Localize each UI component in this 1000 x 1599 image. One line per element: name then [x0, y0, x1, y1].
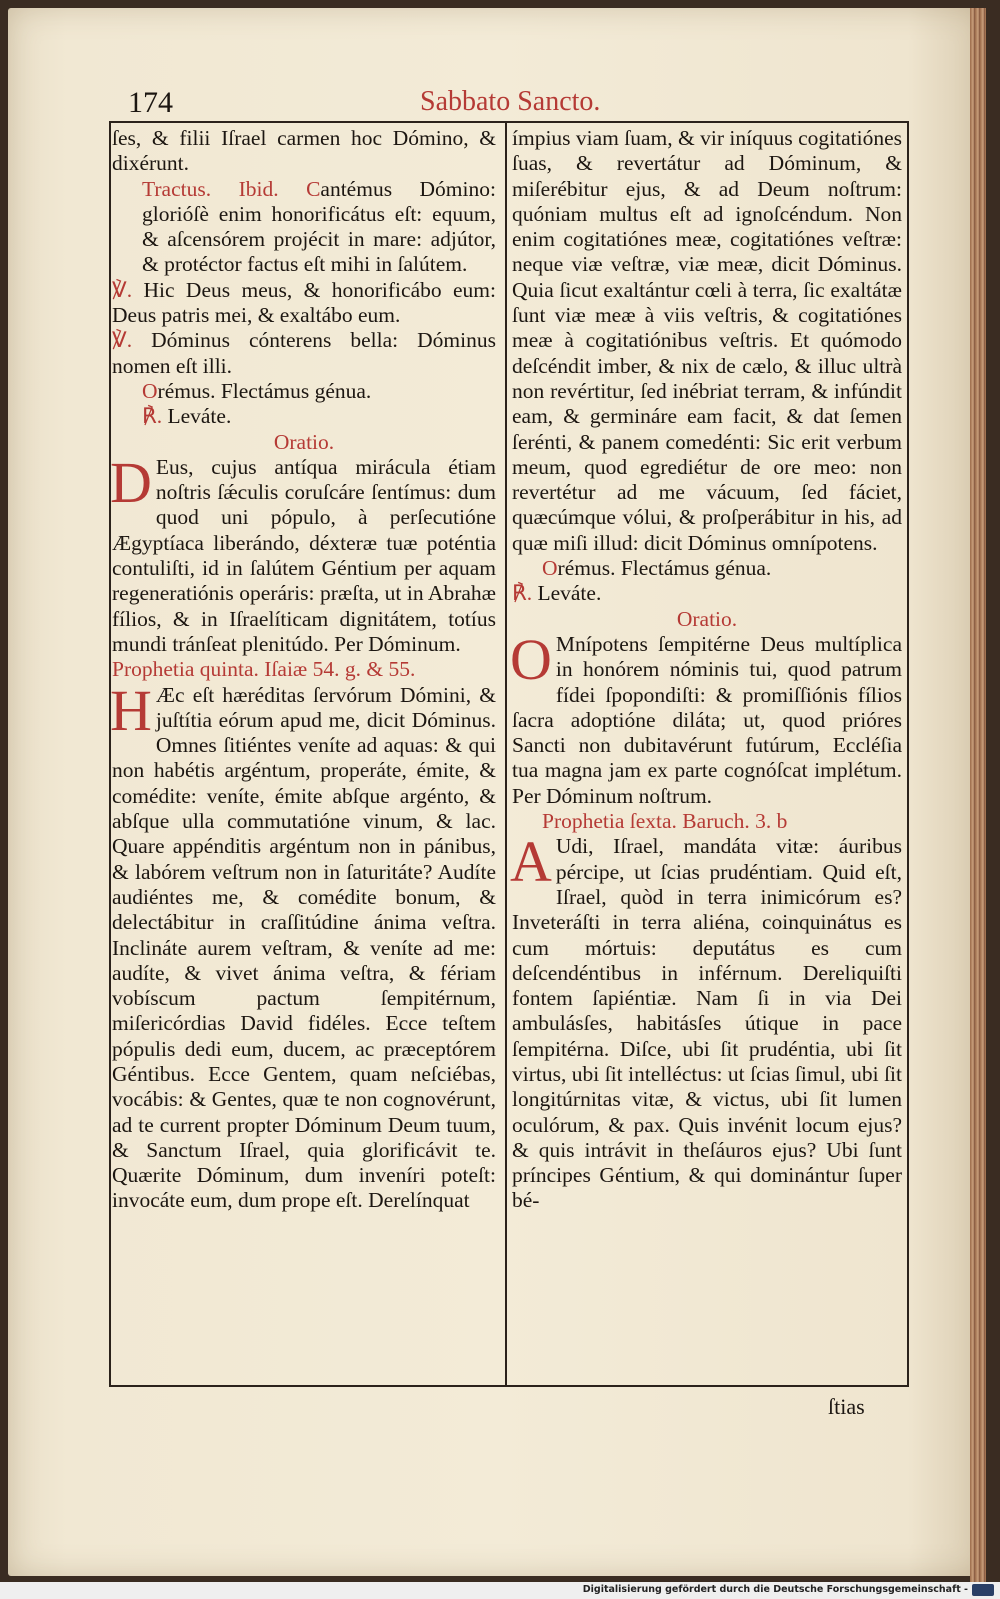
drop-cap: O [510, 626, 552, 692]
versicle-1 [112, 278, 496, 329]
oremus-line [112, 379, 496, 404]
oratio-heading [112, 430, 496, 455]
drop-cap: H [110, 677, 152, 743]
response-sign-icon: ℟. [142, 404, 163, 429]
oratio-paragraph [110, 449, 496, 657]
right-intro-text: ímpius viam ſuam, & vir iníquus cogitatiónes ſuas, & revertátur ad Dóminum, & miſerébitur ejus, & ad Deum noſtrum: quóniam multus eſt ad ignoſcéndum. Non enim cogitatiónes meæ, cogitatiónes veſtræ: neque viæ veſtræ, viæ meæ, dicit Dóminus. Quia ſicut exaltántur cœli à terra, ſic exaltátæ ſunt viæ meæ à viis veſtris, & cogitatiónes meæ à cogitatiónibus veſtris. Et quómodo deſcéndit imber, & nix de cælo, & illuc ultrà non revértitur, ſed inébriat terram, & infúndit eam, & germináre eam facit, & dat ſemen ſerénti, & panem comedénti: Sic erit verbum meum, quod egrediétur de ore meo: non revertétur ad me vácuum, ſed fáciet, quæcúmque vólui, & proſperábitur in his, ad quæ miſi illud: dicit Dóminus omnípotens. [512, 126, 902, 555]
oremus-text: rémus. Flectámus génua. [157, 378, 372, 403]
prophetia-paragraph [510, 829, 902, 1213]
oratio-label: Oratio. [676, 606, 738, 631]
oremus-initial: O [542, 556, 558, 581]
tractus-initial: C [306, 176, 321, 201]
left-intro-text: ſes, & filii Iſrael carmen hoc Dómino, & dixérunt. [112, 126, 496, 176]
versicle-2 [112, 328, 496, 379]
running-title: Sabbato Sancto. [420, 86, 601, 117]
versicle-sign-icon: ℣. [112, 328, 133, 353]
prophetia-label: Prophetia quinta. Iſaiæ 54. g. & 55. [112, 657, 416, 682]
page-number: 174 [128, 86, 173, 119]
footer-credit: Digitalisierung gefördert durch die Deutsche Forschungsgemeinschaft - [582, 1584, 968, 1595]
versicle-sign-icon: ℣. [112, 277, 133, 302]
versicle-2-text: Dóminus cónterens bella: Dóminus nomen eſt illi. [112, 328, 496, 378]
left-column [112, 126, 496, 1214]
page-edge [970, 8, 986, 1588]
versicle-1-text: Hic Deus meus, & honorificábo eum: Deus patris mei, & exaltábo eum. [112, 277, 496, 328]
response-text: Leváte. [537, 581, 602, 606]
right-column [512, 126, 902, 1214]
prophetia-paragraph [110, 677, 496, 1214]
oratio-label: Oratio. [273, 429, 335, 454]
oratio-text: Eus, cujus antíqua mirácula étiam noſtris ſǽculis coruſcáre ſentímus: dum quod uni pópulo, à perſecutióne Ægyptíaca liberándo, déxteræ tuæ poténtia contuliſti, id in ſalútem Géntium per aquam regeneratiónis operáris: præſta, ut in Abrahæ fílios, & in Iſraelíticam dignitátem, totíus mundi tránſeat plenitúdo. Per Dóminum. [112, 454, 496, 656]
tractus-label: Tractus. Ibid. [142, 176, 279, 201]
digitization-footer [0, 1582, 1000, 1599]
oremus-text: rémus. Flectámus génua. [557, 556, 772, 581]
prophetia-heading [112, 657, 496, 682]
oremus-initial: O [142, 378, 158, 403]
catchword: ſtias [828, 1394, 865, 1419]
drop-cap: A [510, 829, 552, 895]
prophetia-heading [512, 809, 902, 834]
response-line [112, 404, 496, 429]
oratio-heading [512, 607, 902, 632]
drop-cap: D [110, 449, 152, 515]
column-divider [505, 121, 507, 1385]
prophetia-text: Udi, Iſrael, mandáta vitæ: áuribus pércipe, ut ſcias prudéntiam. Quid eſt, Iſrael, quòd in terra inimicórum es? Inveteráſti in terra aliéna, coinquinátus es cum mórtuis: deputátus es cum deſcendéntibus in inférnum. Dereliquiſti fontem ſapiéntiæ. Nam ſi in via Dei ambulásſes, habitásſes útique in pace ſempitérna. Diſce, ubi ſit prudéntia, ubi ſit virtus, ubi ſit intelléctus: ut ſcias ſimul, ubi ſit longitúrnitas vitæ, & victus, ubi ſit lumen oculórum, & pax. Quis invénit locum ejus? & quis intrávit in theſáuros ejus? Ubi ſunt príncipes Géntium, & qui dominántur ſuper bé- [512, 834, 902, 1213]
dfg-logo-icon [972, 1584, 994, 1596]
oratio-paragraph [510, 626, 902, 809]
oratio-text: Mnípotens ſempitérne Deus multíplica in honórem nóminis tui, quod patrum fídei ſpopondiſti: & promiſſiónis fílios ſacra adoptióne diláta; ut, quod prióres Sancti non dubitavérunt futúrum, Eccléſia tua magna jam ex parte cognóſcat implétum. Per Dóminum noſtrum. [512, 631, 902, 808]
tractus-text: antémus Dómino: glorióſè enim honorificátus eſt: equum, & aſcensórem projécit in mare: adjútor, & protéctor factus eſt mihi in ſalútem. [142, 176, 496, 277]
oremus-line [512, 556, 902, 581]
prophetia-text: Æc eſt hæréditas ſervórum Dómini, & juſtítia eórum apud me, dicit Dóminus. Omnes ſitiéntes veníte ad aquas: & qui non habétis argéntum, properáte, émite, & comédite: veníte, émite abſque argénto, & abſque ulla commutatióne vinum, & lac. Quare appénditis argéntum non in pánibus, & labórem veſtrum non in ſaturitáte? Audíte audiéntes me, & comédite bonum, & delectábitur in craſſitúdine ánima veſtra. Inclináte aurem veſtram, & veníte ad me: audíte, & vivet ánima veſtra, & fériam vobíscum pactum ſempitérnum, miſericórdias David fidéles. Ecce teſtem pópulis dedi eum, ducem, ac præceptórem Géntibus. Ecce Gentem, quam neſciébas, vocábis: & Gentes, quæ te non cognovérunt, ad te current propter Dóminum Deum tuum, & Sanctum Iſrael, quia glorificávit te. Quærite Dóminum, dum inveníri poteſt: invocáte eum, dum prope eſt. Derelínquat [112, 682, 496, 1213]
response-sign-icon: ℟. [512, 581, 533, 606]
response-text: Leváte. [167, 404, 232, 429]
prophetia-label: Prophetia ſexta. Baruch. 3. b [542, 809, 788, 834]
tractus-paragraph [112, 177, 496, 278]
response-line [512, 581, 902, 606]
